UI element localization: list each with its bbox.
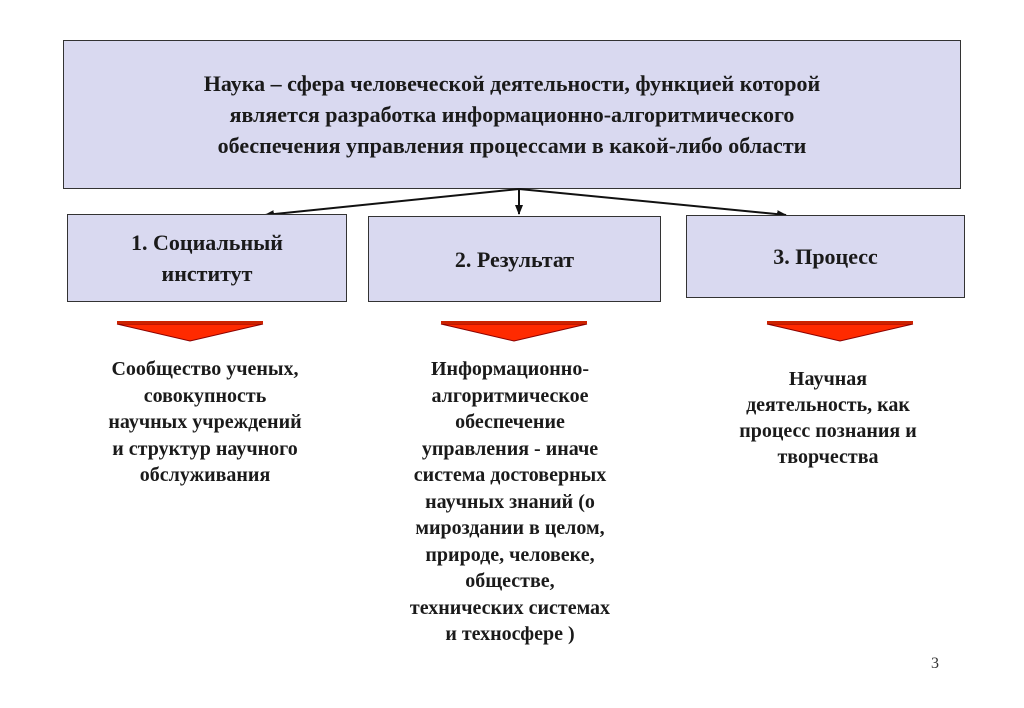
description-result: Информационно- алгоритмическое обеспечение управления - иначе система достоверных научных знаний (о мироздании в целом, природе, человеке, обществе, технических системах и техносфере )	[409, 358, 611, 645]
category-result: 2. Результат	[368, 216, 661, 302]
page-number: 3	[931, 655, 939, 672]
description-social-institute: Сообщество ученых, совокупность научных учреждений и структур научного обслуживания	[108, 358, 302, 486]
connector-arrow-1	[265, 189, 519, 215]
category-process: 3. Процесс	[686, 215, 965, 298]
connector-arrow-3	[519, 189, 786, 215]
red-down-arrow-1	[117, 321, 263, 341]
science-definition-box: Наука – сфера человеческой деятельности, функцией которой является разработка информационно-алгоритмического обеспечения управления процессами в какой-либо области	[63, 40, 961, 189]
red-down-arrow-2	[441, 321, 587, 341]
description-process: Научная деятельность, как процесс познания и творчества	[739, 368, 917, 468]
red-down-arrow-3	[767, 321, 913, 341]
category-social-institute: 1. Социальный институт	[67, 214, 347, 302]
